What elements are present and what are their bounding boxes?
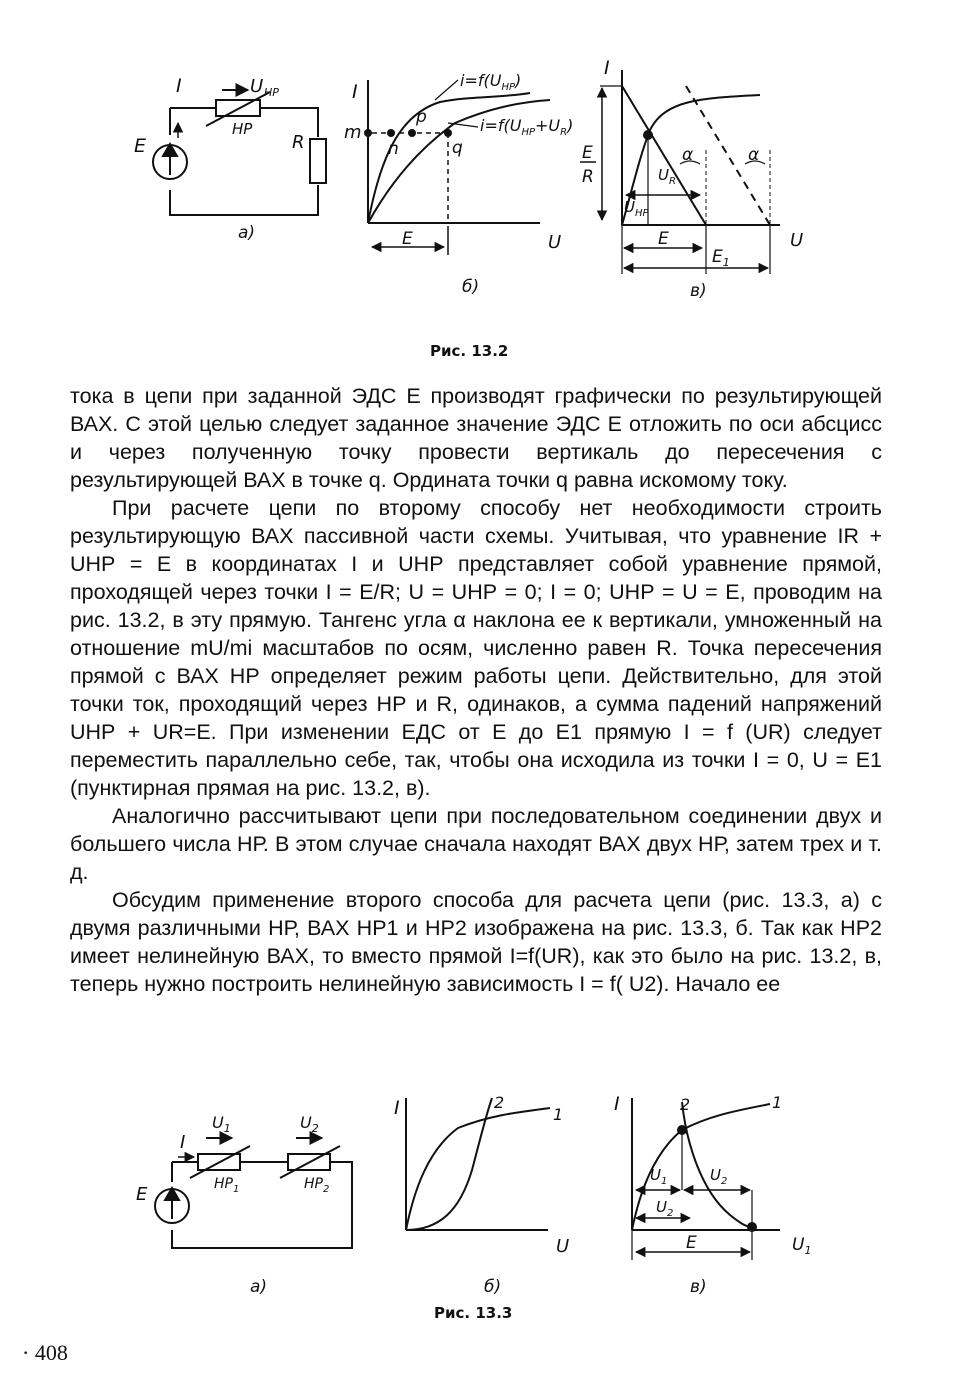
plot-13-2-c [600,70,780,274]
label-unr: $U_{НР}$ [624,198,649,219]
point-e-c [747,1222,757,1232]
label-e-3a: E [136,1184,148,1205]
sublabel-c: в) [690,281,707,301]
label-u2-a: $U_2$ [300,1113,319,1135]
axis-label-u-3c: $U_1$ [792,1235,812,1257]
point-intersection-c [677,1125,687,1135]
label-ur: $U_R$ [658,166,676,187]
point-p [408,129,416,137]
label-hp1: $НР_1$ [214,1176,240,1195]
curve-label-1: $i=f(U_{НР})$ [460,71,522,93]
point-n [387,129,395,137]
figure-13-3 [0,1080,953,1330]
resistor-r [310,139,326,183]
label-r: R [292,132,305,153]
label-e-over-r-den: R [582,167,594,187]
label-u2b-c: $U_2$ [656,1198,674,1219]
caption-fig-13-2: Рис. 13.2 [430,342,509,360]
label-e-over-r-num: E [582,143,593,163]
label-n: n [388,139,399,159]
label-u-nr: U [250,76,264,97]
curve-label-1-b: 1 [553,1105,564,1124]
curve-label-2-b: 2 [494,1093,505,1112]
label-u-nr-sub: НР [264,86,279,99]
curve-2-b [406,1098,492,1230]
label-e1-c: $E_1$ [712,247,730,269]
page-number-value: 408 [34,1340,68,1365]
label-current-i: I [176,75,182,97]
paragraph-4: Обсудим применение второго способа для расчета цепи (рис. 13.3, а) с двумя различными НР, ВАХ НР1 и НР2 изображена на рис. 13.3, б. Так как НР2 имеет нелинейную ВАХ, то вместо прямой I=f(UR), как это было на рис. 13.2, в, теперь нужно построить нелинейную зависимость I = f( U2). Начало ее [70,888,882,996]
plot-13-3-b [406,1098,550,1230]
label-hp2: $НР_2$ [304,1176,330,1195]
body-text [70,382,882,998]
paragraph-2: При расчете цепи по второму способу нет необходимости строить результирующую ВАХ пассивной части схемы. Учитывая, что уравнение IR + UНР = E в координатах I и UНР представляет собой уравнение прямой, проходящей через точки I = E/R; U = UНР = 0; I = 0; UНР = U = E, проводим на рис. 13.2, в эту прямую. Тангенс угла α наклона ее к вертикали, умноженный на отношение mU/mi масштабов по осям, численно равен R. Точка пересечения прямой с ВАХ НР определяет режим работы цепи. Действительно, для этой точки ток, проходящий через НР и R, одинаков, а сумма падений напряжений UНР + UR=E. При изменении ЕДС от E до E1 прямую I = f (UR) следует переместить параллельно себе, так, чтобы она исходила из точки I = 0, U = E1 (пунктирная прямая на рис. 13.2, в). [70,496,882,800]
point-operating [643,130,653,140]
curve-label-2-c: 2 [680,1095,691,1114]
axis-label-i-b: I [352,81,358,103]
figure-13-2-drawing [0,40,953,370]
paragraph-1: тока в цепи при заданной ЭДС E производят графически по результирующей ВАХ. С этой целью следует заданное значение ЭДС E отложить по оси абсцисс и через полученную точку провести вертикаль до пересечения с результирующей ВАХ в точке q. Ордината точки q равна искомому току. [70,384,882,492]
label-alpha-1: α [682,145,694,165]
curve-1-b [406,1108,550,1230]
curve-label-2: $i=f(U_{НР}+U_R)$ [480,116,574,138]
label-e-3c: E [686,1233,697,1253]
page-number: · 408 [22,1340,68,1365]
figure-13-2 [0,40,953,370]
sublabel-3b: б) [484,1277,502,1297]
sublabel-b: б) [462,277,480,297]
label-u2-c: $U_2$ [710,1166,728,1187]
label-u1-c: $U_1$ [650,1166,668,1187]
label-q: q [452,138,463,158]
sublabel-3a: а) [250,1277,268,1297]
sublabel-a: а) [238,223,256,243]
caption-fig-13-3: Рис. 13.3 [434,1304,513,1322]
plot-13-2-b [368,80,550,255]
label-e-b: E [402,229,413,249]
figure-13-3-drawing [0,1080,953,1330]
label-alpha-2: α [748,145,760,165]
axis-label-i-3c: I [614,1093,620,1115]
label-e: E [134,135,147,157]
axis-label-i-3b: I [394,1097,400,1119]
curve-2-c [682,1102,752,1227]
label-e-c: E [658,229,669,249]
curve-i-f-unr-ur [368,100,550,223]
axis-label-u-3b: U [556,1236,570,1257]
axis-label-u-b: U [548,232,562,253]
axis-label-u-c: U [790,230,804,251]
label-u1-a: $U_1$ [212,1113,231,1135]
curve-label-1-c: 1 [772,1093,783,1112]
label-m: m [344,122,362,143]
axis-label-i-c: I [604,57,610,79]
point-m [364,129,372,137]
sublabel-3c: в) [690,1277,707,1297]
paragraph-3: Аналогично рассчитывают цепи при последовательном соединении двух и большего числа НР. В этом случае сначала находят ВАХ двух НР, затем трех и т. д. [70,804,882,884]
label-current-i-2: I [180,1132,186,1153]
label-p: p [416,107,427,127]
label-hp: НР [232,120,253,138]
point-q [444,129,452,137]
